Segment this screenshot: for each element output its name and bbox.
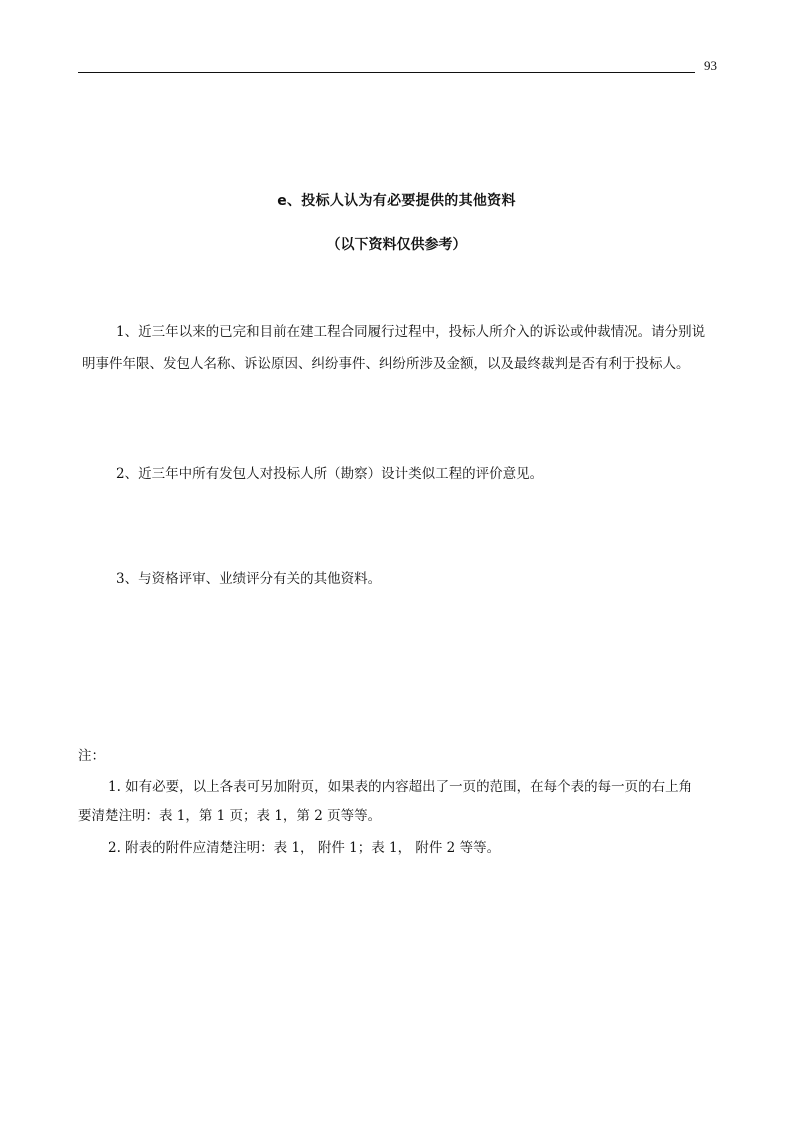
section-subtitle: （以下资料仅供参考） [326,237,467,253]
note-1-line-1: 1. 如有必要，以上各表可另加附页，如果表的内容超出了一页的范围，在每个表的每一页的右上角 [108,779,693,795]
header-rule [78,72,695,73]
note-2 [78,834,728,863]
section-title: e、投标人认为有必要提供的其他资料 [277,193,516,209]
note-1-line-2: 要清楚注明：表 1，第 1 页；表 1，第 2 页等等。 [78,808,382,824]
page-number: 93 [704,58,717,73]
notes-label: 注： [78,748,105,764]
list-item-1-line-2: 明事件年限、发包人名称、诉讼原因、纠纷事件、纠纷所涉及金额，以及最终裁判是否有利于投标人。 [82,356,690,372]
list-item-1-line-1: 1、近三年以来的已完和目前在建工程合同履行过程中，投标人所介入的诉讼或仲裁情况。请分别说 [116,324,706,340]
note-1 [78,773,728,831]
list-item-3-line-1: 3、与资格评审、业绩评分有关的其他资料。 [116,571,382,587]
list-item-2-line-1: 2、近三年中所有发包人对投标人所（勘察）设计类似工程的评价意见。 [116,466,544,482]
note-2-line-1: 2. 附表的附件应清楚注明：表 1， 附件 1；表 1， 附件 2 等等。 [108,840,501,856]
list-item-2 [82,458,722,490]
list-item-1 [82,316,722,380]
list-item-3 [82,563,722,595]
